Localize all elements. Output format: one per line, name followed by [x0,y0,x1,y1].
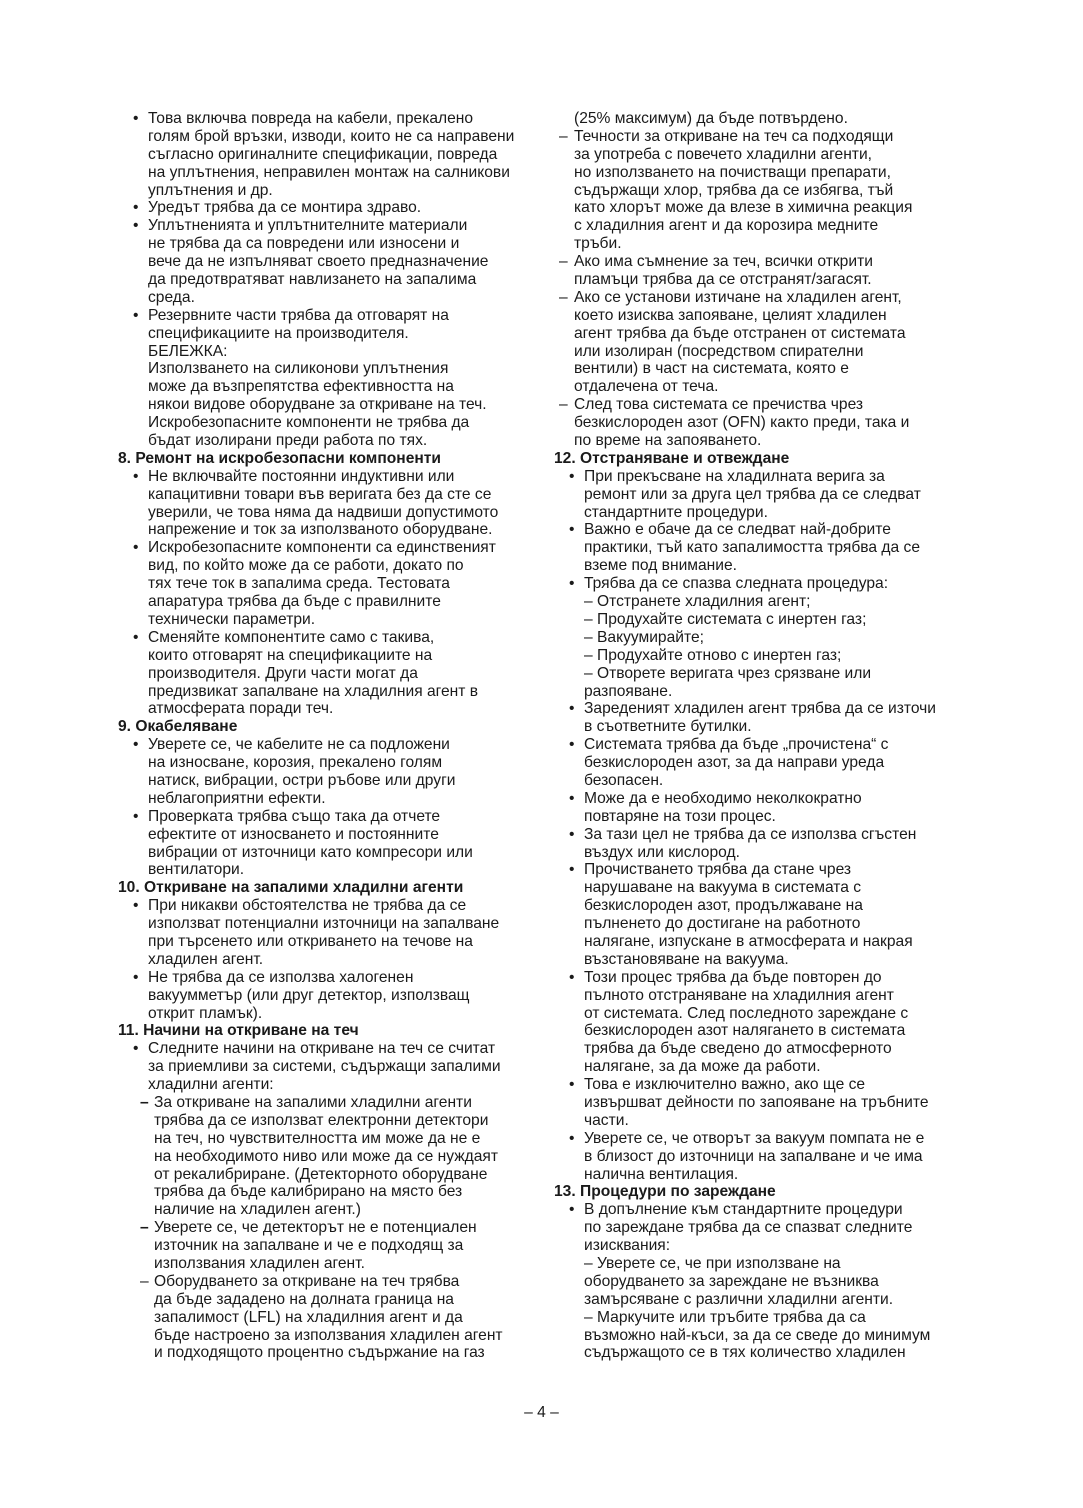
dash-continuation: бъде настроено за използвания хладилен агент [154,1326,503,1344]
bullet-line: • Следните начини на откриване на теч се считат [118,1040,538,1058]
bullet-continuation: изисквания: [584,1237,671,1255]
bullet-continuation: стандартните процедури. [584,503,768,521]
bullet-continuation: хладилен агент. [148,950,264,968]
bullet-continuation: – Маркучите или тръбите трябва да са [584,1308,866,1326]
bullet-continuation: Използването на силиконови уплътнения [148,360,449,378]
dash-continuation: агент трябва да бъде отстранен от системата [574,324,906,342]
left-column [118,110,538,1362]
right-column [554,110,974,1362]
bullet-continuation: съдържащото се в тях количество хладилен [584,1344,906,1362]
dash-item: – За откриване на запалими хладилни агенти [118,1094,538,1112]
section-heading: 10. Откриване на запалими хладилни агенти [118,879,464,897]
bullet-continuation: използват потенциални източници на запалване [148,915,500,933]
bullet-line: • Това включва повреда на кабели, прекалено [118,110,538,128]
bullet-continuation: по зареждане трябва да се спазват следните [584,1219,913,1237]
section-heading: 8. Ремонт на искробезопасни компоненти [118,449,442,467]
dash-continuation: да бъде зададено на долната граница на [154,1290,454,1308]
bullet-continuation: спецификациите на производителя. [148,324,409,342]
dash-continuation: и подходящото процентно съдържание на газ [154,1344,485,1362]
bullet-continuation: – Отстранете хладилния агент; [584,593,811,611]
bullet-line: • Трябва да се спазва следната процедура: [554,575,974,593]
bullet-continuation: вакуумметър (или друг детектор, използващ [148,986,470,1004]
bullet-continuation: да предотвратяват навлизането на запалима [148,271,477,289]
bullet-continuation: вече да не изпълняват своето предназначение [148,253,489,271]
bullet-line: • Сменяйте компонентите само с такива, [118,629,538,647]
section-heading: 11. Начини на откриване на теч [118,1022,359,1040]
bullet-line: • Зареденият хладилен агент трябва да се източи [554,700,974,718]
bullet-line: • Уверете се, че кабелите не са подложени [118,736,538,754]
bullet-continuation: някои видове оборудване за откриване на теч. [148,396,487,414]
bullet-continuation: тях тече ток в запалима среда. Тестовата [148,575,450,593]
bullet-continuation: ремонт или за друга цел трябва да се следват [584,485,921,503]
bullet-continuation: безкислороден азот, продължаване на [584,897,863,915]
bullet-line: • При прекъсване на хладилната верига за [554,468,974,486]
bullet-continuation: Искробезопасните компоненти не трябва да [148,414,470,432]
bullet-line: • Прочистването трябва да стане чрез [554,861,974,879]
bullet-continuation: – Уверете се, че при използване на [584,1255,841,1272]
bullet-continuation: – Вакуумирайте; [584,628,704,646]
bullet-continuation: технически параметри. [148,610,316,628]
dash-continuation: с хладилния агент и да корозира медните [574,217,879,235]
bullet-line: • Това е изключително важно, ако ще се [554,1076,974,1094]
dash-continuation: наличие на хладилен агент.) [154,1201,361,1219]
bullet-continuation: уплътнения и др. [148,181,273,199]
dash-continuation: което изисква запояване, целият хладилен [574,306,887,324]
bullet-continuation: ефектите от износването и постоянните [148,825,439,843]
bullet-line: • При никакви обстоятелства не трябва да се [118,897,538,915]
bullet-continuation: безкислороден азот, за да направи уреда [584,754,885,772]
dash-continuation: вентили) в част на системата, която е [574,360,849,378]
bullet-continuation: БЕЛЕЖКА: [148,342,228,360]
bullet-continuation: безкислороден азот налягането в системата [584,1022,906,1040]
bullet-continuation: при търсенето или откриването на течове на [148,932,473,950]
dash-continuation: на необходимото ниво или може да се нуждаят [154,1147,498,1165]
bullet-line: • Уредът трябва да се монтира здраво. [118,199,538,217]
dash-continuation: трябва да бъде калибрирано на място без [154,1183,463,1201]
bullet-continuation: вибрации от източници като компресори или [148,843,473,861]
bullet-continuation: хладилни агенти: [148,1076,274,1094]
bullet-continuation: за приемливи за системи, съдържащи запалими [148,1058,501,1076]
dash-item: – Оборудването за откриване на теч трябва [118,1273,538,1291]
bullet-line: • Уплътненията и уплътнителните материали [118,217,538,235]
page-number: – 4 – [524,1404,559,1421]
dash-continuation: (25% максимум) да бъде потвърдено. [574,110,848,127]
bullet-continuation: вид, по който може да се работи, докато по [148,557,464,575]
bullet-line: • Системата трябва да бъде „прочистена“ с [554,736,974,754]
bullet-continuation: натиск, вибрации, остри ръбове или други [148,771,456,789]
dash-continuation: за употреба с повечето хладилни агенти, [574,145,872,163]
bullet-continuation: – Отворете веригата чрез срязване или [584,664,872,682]
bullet-continuation: в съответните бутилки. [584,718,752,736]
dash-continuation: безкислороден азот (OFN) както преди, така и [574,414,910,432]
dash-continuation: запалимост (LFL) на хладилния агент и да [154,1308,463,1326]
bullet-line: • Важно е обаче да се следват най-добрите [554,521,974,539]
bullet-continuation: – Продухайте системата с инертен газ; [584,610,867,628]
dash-item: – Течности за откриване на теч са подходящи [554,128,974,146]
dash-continuation: съдържащи хлор, трябва да се избягва, тъй [574,181,894,199]
dash-continuation: използвания хладилен агент. [154,1255,365,1272]
bullet-continuation: налична вентилация. [584,1165,739,1183]
bullet-continuation: голям брой връзки, изводи, които не са направени [148,127,515,145]
bullet-line: • Не включвайте постоянни индуктивни или [118,468,538,486]
dash-continuation: на теч, но чувствителността им може да не е [154,1129,481,1147]
bullet-continuation: апаратура трябва да бъде с правилните [148,593,441,611]
bullet-continuation: уверили, че това няма да надвиши допустимото [148,503,499,521]
bullet-continuation: трябва да бъде сведено до атмосферното [584,1040,892,1058]
bullet-line: • В допълнение към стандартните процедури [554,1201,974,1219]
bullet-line: • Проверката трябва също така да отчете [118,808,538,826]
bullet-line: • Искробезопасните компоненти са единственият [118,539,538,557]
bullet-continuation: открит пламък). [148,1004,263,1022]
bullet-continuation: практики, тъй като запалимостта трябва да се [584,539,920,557]
bullet-continuation: – Продухайте отново с инертен газ; [584,646,842,664]
bullet-continuation: производителя. Други части могат да [148,664,418,682]
bullet-continuation: части. [584,1111,629,1129]
bullet-line: • За тази цел не трябва да се използва сгъстен [554,826,974,844]
bullet-continuation: от системата. След последното зареждане с [584,1004,909,1022]
bullet-continuation: възстановяване на вакуума. [584,950,789,968]
dash-continuation: от рекалибриране. (Детекторното оборудване [154,1165,488,1183]
bullet-line: • Резервните части трябва да отговарят на [118,307,538,325]
bullet-continuation: капацитивни товари във веригата без да сте се [148,485,492,503]
dash-continuation: като хлорът може да влезе в химична реакция [574,199,913,217]
bullet-continuation: пълното отстраняване на хладилния агент [584,986,894,1004]
dash-continuation: източник на запалване и че е подходящ за [154,1237,464,1255]
dash-item: – Уверете се, че детекторът не е потенциален [118,1219,538,1237]
bullet-continuation: замърсяване с различни хладилни агенти. [584,1290,894,1308]
bullet-continuation: в близост до източници на запалване и че има [584,1147,923,1165]
bullet-line: • Може да е необходимо неколкократно [554,790,974,808]
dash-continuation: но използването на почистващи препарати, [574,163,891,181]
bullet-continuation: бъдат изолирани преди работа по тях. [148,432,428,450]
dash-item: – Ако има съмнение за теч, всички открити [554,253,974,271]
bullet-continuation: неблагоприятни ефекти. [148,789,326,807]
bullet-continuation: може да възпрепятства ефективността на [148,378,454,396]
bullet-continuation: които отговарят на спецификациите на [148,646,433,664]
dash-continuation: или изолиран (посредством спирателни [574,342,864,360]
dash-continuation: тръби. [574,235,622,253]
section-heading: 9. Окабеляване [118,718,238,736]
bullet-line: • Този процес трябва да бъде повторен до [554,969,974,987]
bullet-continuation: напрежение и ток за използваното оборудване. [148,521,493,539]
bullet-line: • Уверете се, че отворът за вакуум помпата не е [554,1130,974,1148]
bullet-continuation: налягане, изпускане в атмосферата и накрая [584,932,913,950]
dash-item: – Ако се установи изтичане на хладилен агент, [554,289,974,307]
bullet-continuation: вземе под внимание. [584,557,738,575]
bullet-continuation: повтаряне на този процес. [584,807,776,825]
bullet-continuation: оборудването за зареждане не възниква [584,1272,879,1290]
bullet-continuation: на износване, корозия, прекалено голям [148,754,443,772]
bullet-continuation: нарушаване на вакуума в системата с [584,879,862,897]
dash-continuation: трябва да се използват електронни детектори [154,1111,489,1129]
section-heading: 12. Отстраняване и отвеждане [554,449,790,467]
bullet-continuation: среда. [148,288,195,306]
bullet-line: • Не трябва да се използва халогенен [118,969,538,987]
bullet-continuation: предизвикат запалване на хладилния агент в [148,682,479,700]
bullet-continuation: разпояване. [584,682,673,700]
bullet-continuation: пълненето до достигане на работното [584,915,861,933]
dash-continuation: отдалечена от теча. [574,378,719,396]
bullet-continuation: не трябва да са повредени или износени и [148,235,460,253]
dash-continuation: по време на запояването. [574,432,762,450]
bullet-continuation: безопасен. [584,771,664,789]
section-heading: 13. Процедури по зареждане [554,1183,776,1201]
bullet-continuation: атмосферата поради теч. [148,700,334,718]
bullet-continuation: съгласно оригиналните спецификации, повреда [148,145,498,163]
dash-item: – След това системата се пречиства чрез [554,396,974,414]
dash-continuation: пламъци трябва да се отстранят/загасят. [574,271,872,289]
bullet-continuation: въздух или кислород. [584,843,740,861]
bullet-continuation: налягане, за да може да работи. [584,1058,821,1076]
bullet-continuation: извършват дейности по запояване на тръбните [584,1093,929,1111]
bullet-continuation: вентилатори. [148,861,245,879]
bullet-continuation: на уплътнения, неправилен монтаж на салникови [148,163,510,181]
bullet-continuation: възможно най-къси, за да се сведе до минимум [584,1326,931,1344]
